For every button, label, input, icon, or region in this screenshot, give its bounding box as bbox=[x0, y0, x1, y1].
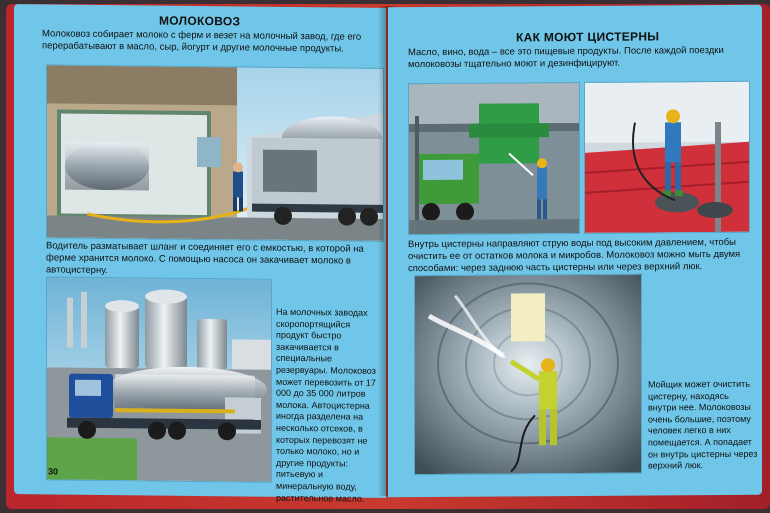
left-page-intro: Молоковоз собирает молоко с ферм и везет на молочный завод, где его перерабатывают в масло, сыр, йогурт и другие молочные продукты. bbox=[42, 28, 362, 55]
milk-tanker-farm-illustration bbox=[46, 64, 384, 242]
dairy-plant-truck-illustration bbox=[46, 276, 272, 482]
top-hatch-washing-illustration bbox=[584, 81, 750, 234]
right-page-side-text: Мойщик может очистить цистерну, находясь внутри нее. Молоковозы очень большие, поэтому человек легко в них помещается. А попадает он внутрь цистерны через верхний люк. bbox=[648, 378, 758, 471]
page-number: 30 bbox=[48, 466, 59, 477]
tanker-wash-station-illustration bbox=[408, 82, 580, 235]
right-page-caption-middle: Внутрь цистерны направляют струю воды под высоким давлением, чтобы очистить ее от остатков молока и микробов. Молоковоз можно мыть двумя способами: через заднюю часть цистерны или через верхний люк. bbox=[408, 236, 741, 275]
left-page bbox=[14, 4, 386, 504]
right-page bbox=[388, 5, 762, 498]
left-page-title: МОЛОКОВОЗ bbox=[159, 13, 241, 29]
inside-tank-washing-illustration bbox=[414, 274, 642, 476]
right-page-title: КАК МОЮТ ЦИСТЕРНЫ bbox=[516, 29, 660, 45]
right-page-intro: Масло, вино, вода – все это пищевые продукты. После каждой поездки молоковозы тщательно моют и дезинфицируют. bbox=[408, 44, 724, 71]
left-page-caption-top: Водитель разматывает шланг и соединяет его с емкостью, в которой на ферме хранится молоко. С помощью насоса он закачивает молоко в автоцистерну. bbox=[46, 240, 364, 277]
left-page-side-text: На молочных заводах скоропортящийся продукт быстро закачивается в специальные резервуары. Молоковоз может перевозить от 17 000 до 35 000 литров молока. Автоцистерна иногда разделена на несколько отсеков, в которых перевозят не только молоко, но и другие продукты: питьевую и минеральную воду, растительное масло. bbox=[276, 306, 376, 504]
